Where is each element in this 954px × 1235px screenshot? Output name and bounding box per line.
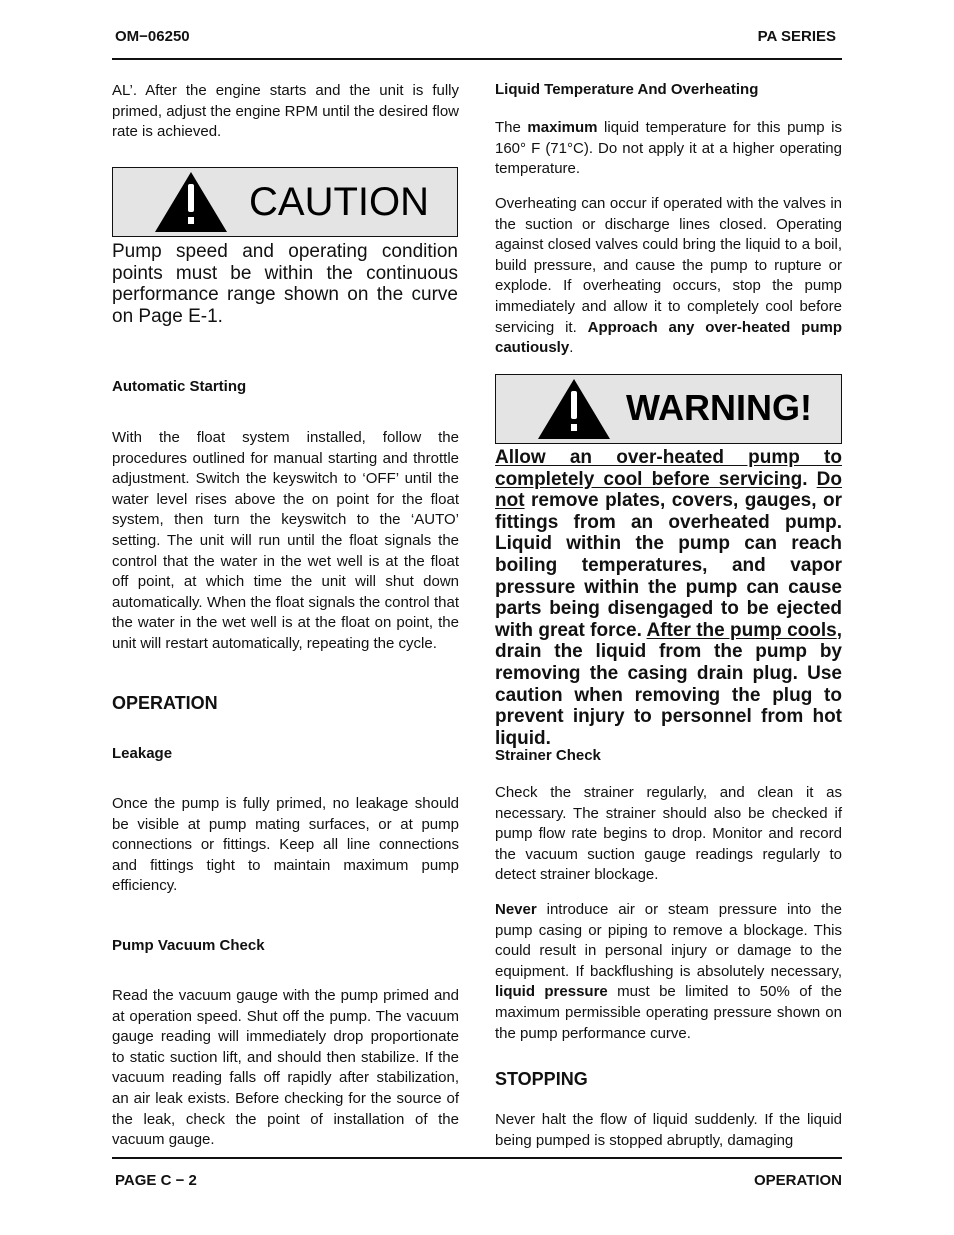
stopping-heading: STOPPING <box>495 1069 588 1089</box>
automatic-starting-heading: Automatic Starting <box>112 378 247 395</box>
page-number: PAGE C − 2 <box>115 1172 197 1189</box>
header-rule <box>112 58 842 60</box>
overheating-paragraph: Overheating can occur if operated with the valves in the suction or discharge lines closed. Operating against closed valves could bring the liquid to a boil, build pressure, and cause the pump to rupture or explode. If overheating occurs, stop the pump immediately and allow it to completely cool before servicing it. Approach any over-heated pump cautiously. <box>495 195 842 357</box>
strainer-check-heading: Strainer Check <box>495 747 601 764</box>
warning-box <box>495 374 842 444</box>
pump-vacuum-check-text: Read the vacuum gauge with the pump primed and at operation speed. Shut off the pump. The vacuum gauge reading will immediately drop proportionate to static suction lift, and should then stabilize. If the vacuum reading falls off rapidly after stabilization, an air leak exists. Before checking for the source of the leak, check the point of installation of the vacuum gauge. <box>112 987 459 1149</box>
footer-rule <box>112 1157 842 1159</box>
left-intro: AL’. After the engine starts and the unit is fully primed, adjust the engine RPM until the desired flow rate is achieved. <box>112 82 459 141</box>
caution-box <box>112 167 458 237</box>
automatic-starting-text: With the float system installed, follow the procedures outlined for manual starting and throttle adjustment. Switch the keyswitch to ‘OFF’ until the water level rises above the on point for the float system, then turn the keyswitch to the ‘AUTO’ setting. The unit will run until the float signals the control that the water in the wet well is at the float off point, at which time the unit will shut down automatically. When the float signals the control that the water in the wet well is at the float on point, the unit will restart automatically, repeating the cycle. <box>112 429 459 652</box>
exclamation-triangle-icon <box>534 377 614 441</box>
temperature-paragraph: The maximum liquid temperature for this pump is 160° F (71°C). Do not apply it at a higher operating temperature. <box>495 119 842 178</box>
caution-label: CAUTION <box>249 180 429 224</box>
caution-text: Pump speed and operating condition points must be within the continuous performance range shown on the curve on Page E-1. <box>112 241 458 327</box>
backflushing-paragraph: Never introduce air or steam pressure into the pump casing or piping to remove a blockage. This could result in personal injury or damage to the equipment. If backflushing is absolutely necessary, liquid pressure must be limited to 50% of the maximum permissible operating pressure shown on the pump performance curve. <box>495 901 842 1042</box>
operation-heading: OPERATION <box>112 693 218 713</box>
leakage-heading: Leakage <box>112 745 173 762</box>
exclamation-triangle-icon <box>151 170 231 234</box>
document-id: OM−06250 <box>115 28 190 45</box>
warning-label: WARNING! <box>626 387 812 428</box>
leakage-text: Once the pump is fully primed, no leakage should be visible at pump mating surfaces, or at pump connections or fittings. Keep all line connections and fittings tight to maintain maximum pump efficiency. <box>112 795 459 895</box>
warning-text: Allow an over-heated pump to completely cool before servicing. Do not remove plates, covers, gauges, or fittings from an overheated pump. Liquid within the pump can reach boiling temperatures, and vapor pressure within the pump can cause parts being disengaged to be ejected with great force. After the pump cools, drain the liquid from the pump by removing the casing drain plug. Use caution when removing the plug to prevent injury to personnel from hot liquid. <box>495 447 842 749</box>
pump-vacuum-check-heading: Pump Vacuum Check <box>112 937 265 954</box>
strainer-check-text: Check the strainer regularly, and clean it as necessary. The strainer should also be checked if pump flow rate begins to drop. Monitor and record the vacuum suction gauge readings regularly to detect strainer blockage. <box>495 784 842 884</box>
section-name: OPERATION <box>753 1172 842 1189</box>
stopping-text: Never halt the flow of liquid suddenly. If the liquid being pumped is stopped abruptly, damaging <box>495 1111 842 1149</box>
series-name: PA SERIES <box>757 28 836 45</box>
liquid-temperature-heading: Liquid Temperature And Overheating <box>495 81 759 98</box>
